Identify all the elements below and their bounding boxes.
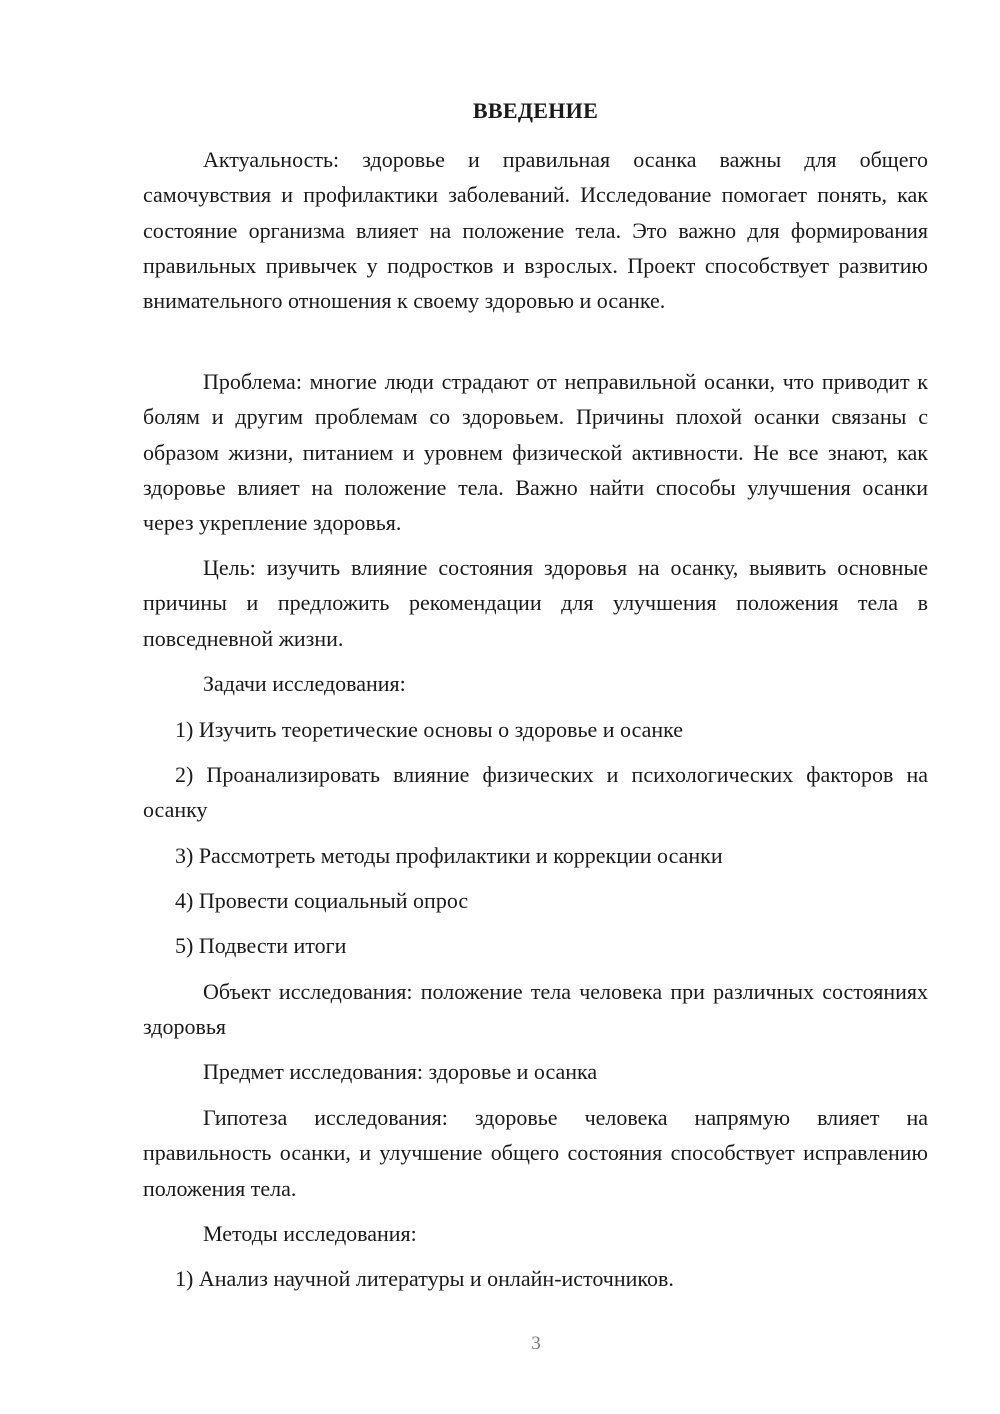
hypothesis-paragraph: Гипотеза исследования: здоровье человека напрямую влияет на правильность осанки, и улучшение общего состояния способствует исправлению положения тела.	[143, 1105, 928, 1201]
task-item-1: 1) Изучить теоретические основы о здоровье и осанке	[175, 717, 684, 742]
section-heading: ВВЕДЕНИЕ	[472, 98, 599, 123]
task-item-4: 4) Провести социальный опрос	[175, 888, 469, 913]
method-item-1: 1) Анализ научной литературы и онлайн-источников.	[175, 1266, 674, 1291]
relevance-paragraph: Актуальность: здоровье и правильная осанка важны для общего самочувствия и профилактики заболеваний. Исследование помогает понять, как состояние организма влияет на положение тела. Это важно для формирования правильных привычек у подростков и взрослых. Проект способствует развитию внимательного отношения к своему здоровью и осанке.	[143, 147, 928, 314]
page-number: 3	[531, 1333, 541, 1354]
goal-paragraph: Цель: изучить влияние состояния здоровья на осанку, выявить основные причины и предложить рекомендации для улучшения положения тела в повседневной жизни.	[143, 555, 928, 651]
task-item-2: 2) Проанализировать влияние физических и психологических факторов на осанку	[143, 762, 928, 823]
task-item-3: 3) Рассмотреть методы профилактики и коррекции осанки	[175, 843, 723, 868]
task-item-5: 5) Подвести итоги	[175, 933, 347, 958]
problem-paragraph: Проблема: многие люди страдают от неправильной осанки, что приводит к болям и другим проблемам со здоровьем. Причины плохой осанки связаны с образом жизни, питанием и уровнем физической активности. Не все знают, как здоровье влияет на положение тела. Важно найти способы улучшения осанки через укрепление здоровья.	[143, 369, 928, 536]
methods-title: Методы исследования:	[203, 1221, 417, 1246]
subject-paragraph: Предмет исследования: здоровье и осанка	[203, 1059, 598, 1084]
object-paragraph: Объект исследования: положение тела человека при различных состояниях здоровья	[143, 979, 928, 1040]
tasks-title: Задачи исследования:	[203, 671, 406, 696]
